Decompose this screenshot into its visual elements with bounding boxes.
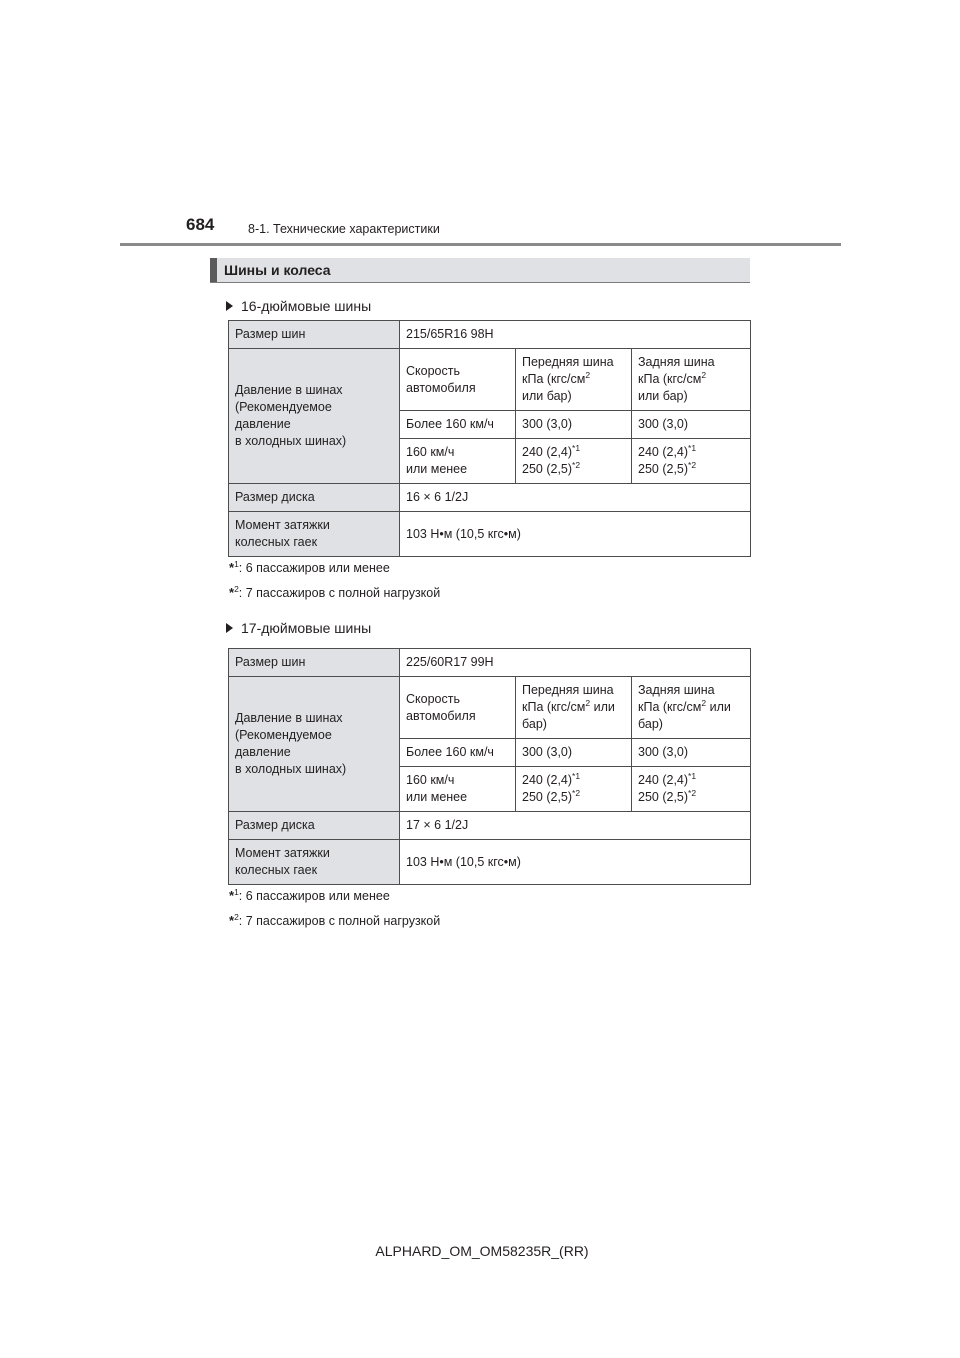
speed-cell [400,411,516,439]
tire-size-label: Размер шин [235,655,306,669]
rear-header-line: кПа (кгс/см [638,700,702,714]
footnote-star: * [229,585,235,600]
front-header-line: бар) [522,717,547,731]
rear-header-line: Задняя шина [638,683,715,697]
pressure-label-line: Давление в шинах [235,711,343,725]
pressure-label-line: в холодных шинах) [235,762,347,776]
rear-header-cell [632,349,751,411]
tire-size-label: Размер шин [235,327,306,341]
torque-label-cell [229,840,400,885]
front-header-cell [516,677,632,739]
triangle-right-icon [226,623,233,633]
footnote-mark: *1 [688,443,697,453]
footnote-star: * [229,560,235,575]
rear-pressure-cell [632,439,751,484]
table-row [229,484,751,512]
superscript: 2 [585,370,591,380]
table-row [229,677,751,739]
tire-size-label-cell [229,649,400,677]
footnote-mark: *2 [572,788,581,798]
front-pressure-cell [516,739,632,767]
table-row [229,812,751,840]
front-pressure-value: 250 (2,5) [522,462,573,476]
pressure-label-cell [229,349,400,484]
rear-header-line: или бар) [638,389,688,403]
wheel-size-value-cell [400,484,751,512]
wheel-size-label-cell [229,812,400,840]
footnote-number: 2 [234,584,239,594]
rear-pressure-value: 300 (3,0) [638,745,689,759]
footnote-mark: *2 [572,460,581,470]
front-header-line: кПа (кгс/см [522,700,586,714]
speed-value-line: 160 км/ч [406,445,455,459]
rear-pressure-value: 250 (2,5) [638,462,689,476]
wheel-size-value: 17 × 6 1/2J [406,818,469,832]
torque-label-cell [229,512,400,557]
front-pressure-value: 240 (2,4) [522,445,573,459]
footnote-mark: *1 [572,443,581,453]
footnote-star: * [229,888,235,903]
subheading-text: 17-дюймовые шины [241,620,372,636]
footnote-text: : 6 пассажиров или менее [238,889,390,903]
heading-bar [210,258,750,283]
heading-accent [210,258,217,282]
footnote-number: 1 [234,887,239,897]
superscript: 2 [585,698,591,708]
torque-label-line: Момент затяжки [235,846,330,860]
speed-cell [400,439,516,484]
pressure-label-line: Давление в шинах [235,383,343,397]
speed-header-line: Скорость [406,691,460,706]
section-title: 8-1. Технические характеристики [248,222,440,236]
rear-pressure-value: 300 (3,0) [638,417,689,431]
front-pressure-cell [516,439,632,484]
rear-pressure-value: 240 (2,4) [638,773,689,787]
subheading-text: 16-дюймовые шины [241,298,372,314]
table-row [229,321,751,349]
speed-value-line: или менее [406,462,468,476]
rear-pressure-value: 250 (2,5) [638,790,689,804]
footer-text: ALPHARD_OM_OM58235R_(RR) [375,1243,589,1259]
speed-cell [400,739,516,767]
superscript: 2 [701,370,707,380]
rear-header-line: кПа (кгс/см [638,372,702,386]
front-header-cell [516,349,632,411]
front-pressure-cell [516,767,632,812]
speed-header-line: автомобиля [406,380,476,395]
footnote [229,913,440,928]
speed-cell [400,767,516,812]
front-header-line: или [590,700,615,714]
header-rule [120,243,841,246]
speed-header-line: Скорость [406,363,460,378]
pressure-label-line: (Рекомендуемое [235,728,332,742]
torque-label-line: колесных гаек [235,535,318,549]
rear-header-line: Задняя шина [638,355,715,369]
page-number: 684 [186,215,215,234]
wheel-size-label: Размер диска [235,818,315,832]
tire-size-value: 225/60R17 99H [406,655,494,669]
wheel-size-label-cell [229,484,400,512]
tire-size-value: 215/65R16 98H [406,327,494,341]
torque-value-cell [400,512,751,557]
speed-header-cell [400,677,516,739]
torque-label-line: Момент затяжки [235,518,330,532]
footnote-mark: *2 [688,460,697,470]
speed-value: Более 160 км/ч [406,745,494,759]
front-pressure-value: 300 (3,0) [522,417,573,431]
wheel-size-label: Размер диска [235,490,315,504]
torque-value: 103 Н•м (10,5 кгс•м) [406,526,521,541]
tire-spec-table [228,320,751,557]
wheel-size-value-cell [400,812,751,840]
table-row [229,840,751,885]
pressure-label-cell [229,677,400,812]
speed-value-line: или менее [406,790,468,804]
footnote-mark: *2 [688,788,697,798]
rear-pressure-value: 240 (2,4) [638,445,689,459]
rear-pressure-cell [632,767,751,812]
footnote-number: 2 [234,912,239,922]
table-row [229,512,751,557]
pressure-label-line: (Рекомендуемое [235,400,332,414]
footnote-text: : 7 пассажиров с полной нагрузкой [238,586,441,600]
speed-value: Более 160 км/ч [406,417,494,431]
front-pressure-value: 250 (2,5) [522,790,573,804]
front-pressure-value: 240 (2,4) [522,773,573,787]
footer-code [0,1243,960,1259]
footnote-text: : 6 пассажиров или менее [238,561,390,575]
footnote-number: 1 [234,559,239,569]
speed-header-cell [400,349,516,411]
front-header-line: Передняя шина [522,683,614,697]
rear-header-cell [632,677,751,739]
speed-value-line: 160 км/ч [406,773,455,787]
front-pressure-cell [516,411,632,439]
pressure-label-line: давление [235,417,291,431]
pressure-label-line: в холодных шинах) [235,434,347,448]
footnote-star: * [229,913,235,928]
superscript: 2 [701,698,707,708]
front-pressure-value: 300 (3,0) [522,745,573,759]
speed-header-line: автомобиля [406,708,476,723]
tire-spec-table [228,648,751,885]
pressure-label-line: давление [235,745,291,759]
footnote-mark: *1 [688,771,697,781]
front-header-line: или бар) [522,389,572,403]
tire-size-value-cell [400,321,751,349]
rear-header-line: или [706,700,731,714]
wheel-size-value: 16 × 6 1/2J [406,490,469,504]
table-row [229,649,751,677]
rear-pressure-cell [632,739,751,767]
tire-size-label-cell [229,321,400,349]
subheading [226,298,371,314]
torque-label-line: колесных гаек [235,863,318,877]
rear-header-line: бар) [638,717,663,731]
footnote [229,560,390,575]
tire-size-value-cell [400,649,751,677]
table-row [229,349,751,411]
subheading [226,620,371,636]
torque-value: 103 Н•м (10,5 кгс•м) [406,854,521,869]
front-header-line: Передняя шина [522,355,614,369]
heading-text: Шины и колеса [224,262,331,278]
rear-pressure-cell [632,411,751,439]
footnote [229,585,440,600]
footnote-text: : 7 пассажиров с полной нагрузкой [238,914,441,928]
front-header-line: кПа (кгс/см [522,372,586,386]
footnote-mark: *1 [572,771,581,781]
footnote [229,888,390,903]
triangle-right-icon [226,301,233,311]
torque-value-cell [400,840,751,885]
